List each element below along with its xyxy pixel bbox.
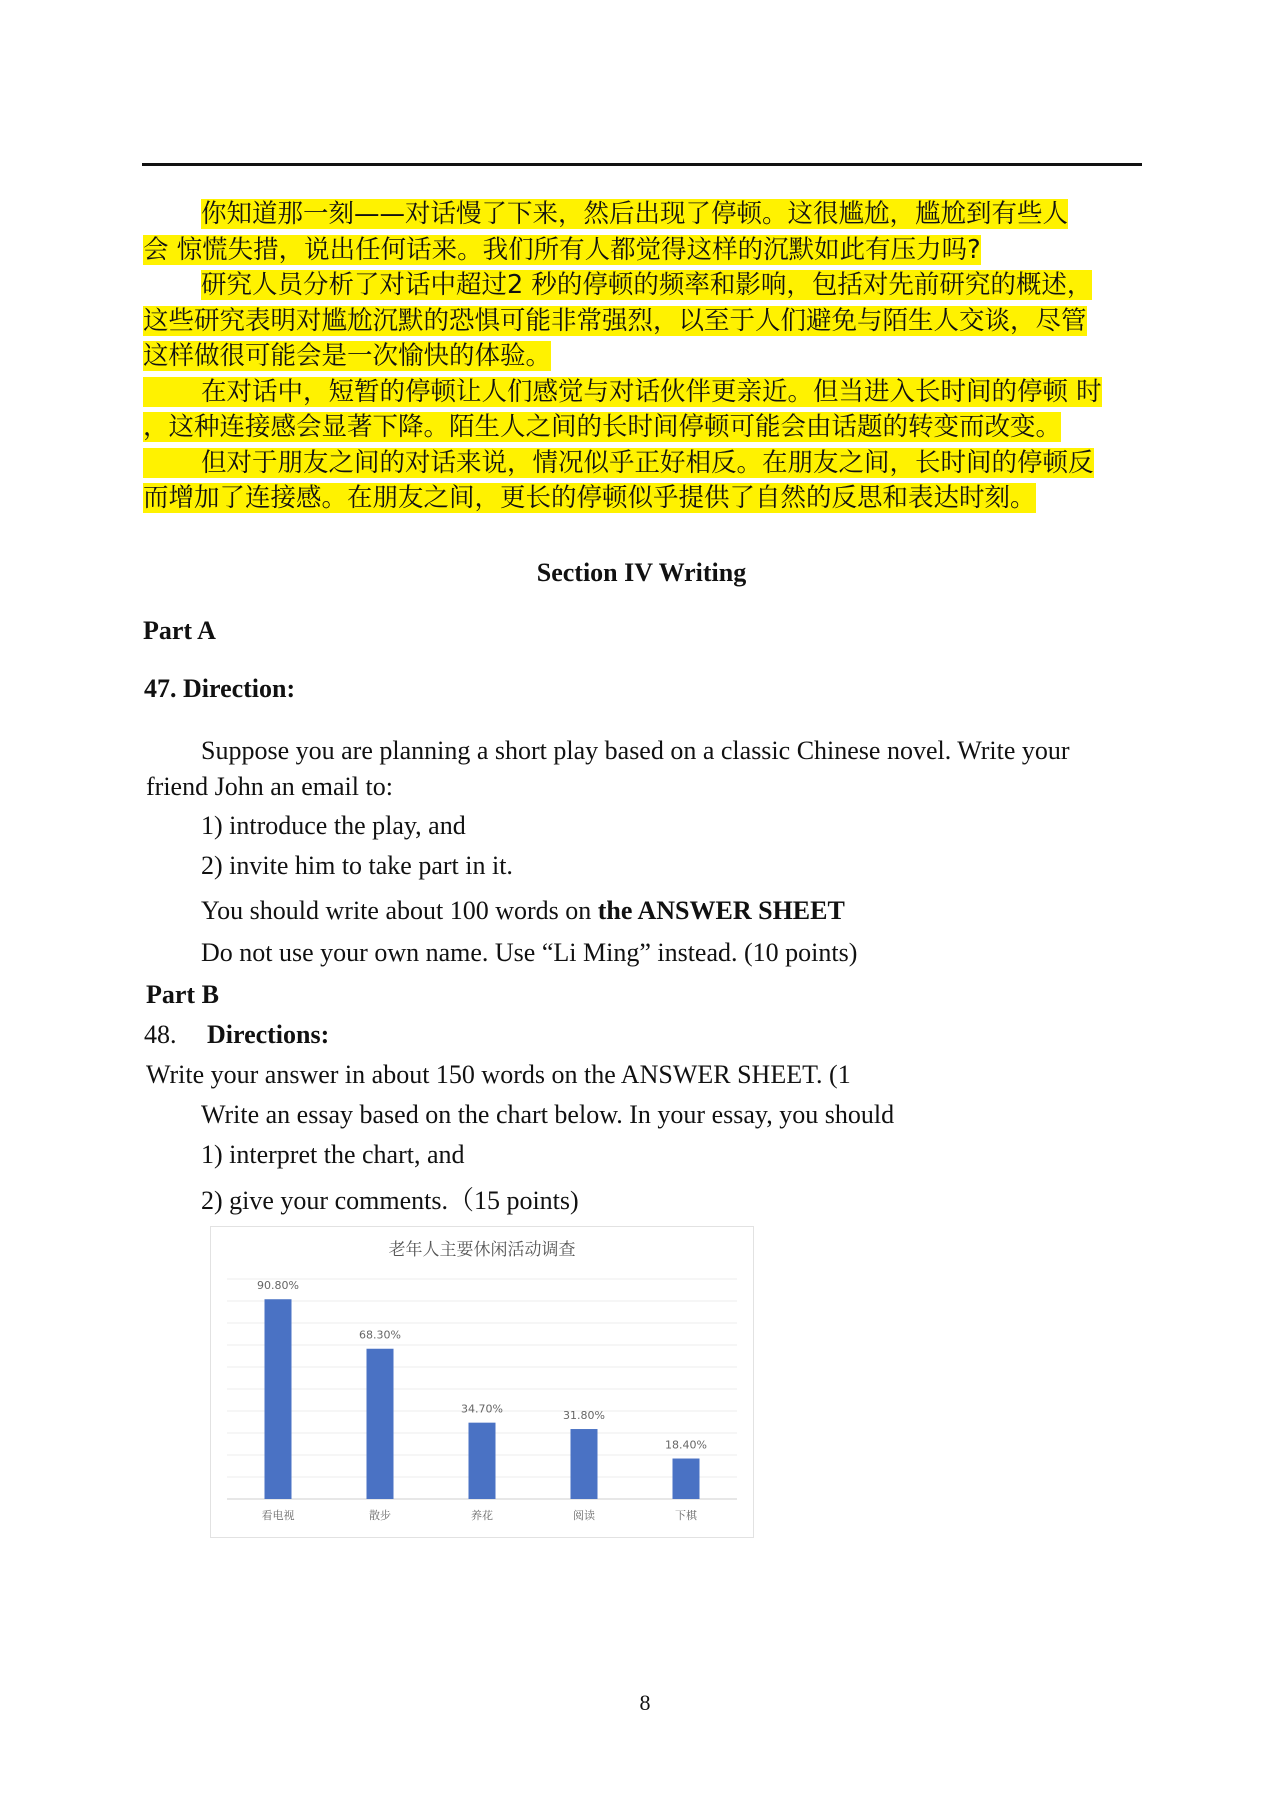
bar-value-label: 34.70% xyxy=(461,1402,503,1416)
translation-line: 但对于朋友之间的对话来说，情况似乎正好相反。在朋友之间，长时间的停顿反 xyxy=(201,447,1094,478)
translation-line: 你知道那一刻——对话慢了下来，然后出现了停顿。这很尴尬，尴尬到有些人 xyxy=(201,199,1069,229)
header-rule xyxy=(142,163,1142,166)
part-b-instruction: Write an essay based on the chart below. In your essay, you should xyxy=(201,1100,895,1129)
bar-value-label: 18.40% xyxy=(665,1438,707,1452)
page-number: 8 xyxy=(639,1690,651,1715)
translation-paragraph-4 xyxy=(143,446,1143,517)
direction-47-label: 47. Direction: xyxy=(144,674,296,703)
part-a-item-1: 1) introduce the play, and xyxy=(201,811,466,840)
part-b-item-1: 1) interpret the chart, and xyxy=(201,1140,465,1169)
part-a-word-count xyxy=(201,896,845,926)
word-count-text: You should write about 100 words on xyxy=(201,896,598,925)
translation-line: 而增加了连接感。在朋友之间，更长的停顿似乎提供了自然的反思和表达时刻。 xyxy=(143,483,1036,513)
part-b-word-count: Write your answer in about 150 words on the ANSWER SHEET. (1 xyxy=(146,1060,851,1089)
chinese-translation xyxy=(143,197,1143,517)
category-label: 养花 xyxy=(471,1509,493,1522)
translation-line: 这样做很可能会是一次愉快的体验。 xyxy=(143,341,552,371)
part-a-name-note: Do not use your own name. Use “Li Ming” instead. (10 points) xyxy=(201,938,858,967)
bar-value-label: 68.30% xyxy=(359,1328,401,1342)
translation-line: ，这种连接感会显著下降。陌生人之间的长时间停顿可能会由话题的转变而改变。 xyxy=(143,412,1062,442)
translation-paragraph-1 xyxy=(143,197,1143,268)
bar-3 xyxy=(469,1423,496,1499)
translation-paragraph-3 xyxy=(143,375,1143,446)
bar-chart-svg xyxy=(211,1227,753,1537)
leisure-activity-chart xyxy=(210,1226,754,1538)
part-a-instructions xyxy=(146,733,1143,805)
direction-48-label: Directions: xyxy=(207,1020,330,1049)
bar-4 xyxy=(571,1429,598,1499)
answer-sheet-text: the ANSWER SHEET xyxy=(597,896,845,925)
part-a-item-2: 2) invite him to take part in it. xyxy=(201,851,513,880)
part-a-text-line: Suppose you are planning a short play based on a classic Chinese novel. Write your xyxy=(201,736,1070,765)
translation-paragraph-2 xyxy=(143,268,1143,375)
section-title: Section IV Writing xyxy=(536,558,747,587)
translation-line: 会 惊慌失措，说出任何话来。我们所有人都觉得这样的沉默如此有压力吗? xyxy=(143,234,981,265)
part-b-item-2: 2) give your comments.（15 points) xyxy=(201,1186,579,1215)
bar-5 xyxy=(673,1459,700,1499)
bar-value-label: 31.80% xyxy=(563,1409,605,1423)
bar-2 xyxy=(367,1349,394,1499)
direction-48-number: 48. xyxy=(144,1020,177,1049)
category-label: 散步 xyxy=(369,1509,391,1522)
category-label: 下棋 xyxy=(675,1509,697,1522)
part-b-label: Part B xyxy=(146,980,219,1009)
category-label: 阅读 xyxy=(573,1509,595,1522)
bar-value-label: 90.80% xyxy=(257,1279,299,1293)
part-a-text-line: friend John an email to: xyxy=(146,772,393,801)
part-a-label: Part A xyxy=(143,616,216,645)
chart-title: 老年人主要休闲活动调查 xyxy=(388,1240,576,1260)
category-label: 看电视 xyxy=(261,1509,295,1522)
translation-line: 在对话中，短暂的停顿让人们感觉与对话伙伴更亲近。但当进入长时间的停顿 时 xyxy=(201,376,1102,407)
bar-1 xyxy=(265,1299,292,1499)
translation-line: 这些研究表明对尴尬沉默的恐惧可能非常强烈，以至于人们避免与陌生人交谈，尽管 xyxy=(143,305,1087,336)
translation-line: 研究人员分析了对话中超过2 秒的停顿的频率和影响，包括对先前研究的概述， xyxy=(201,270,1093,300)
